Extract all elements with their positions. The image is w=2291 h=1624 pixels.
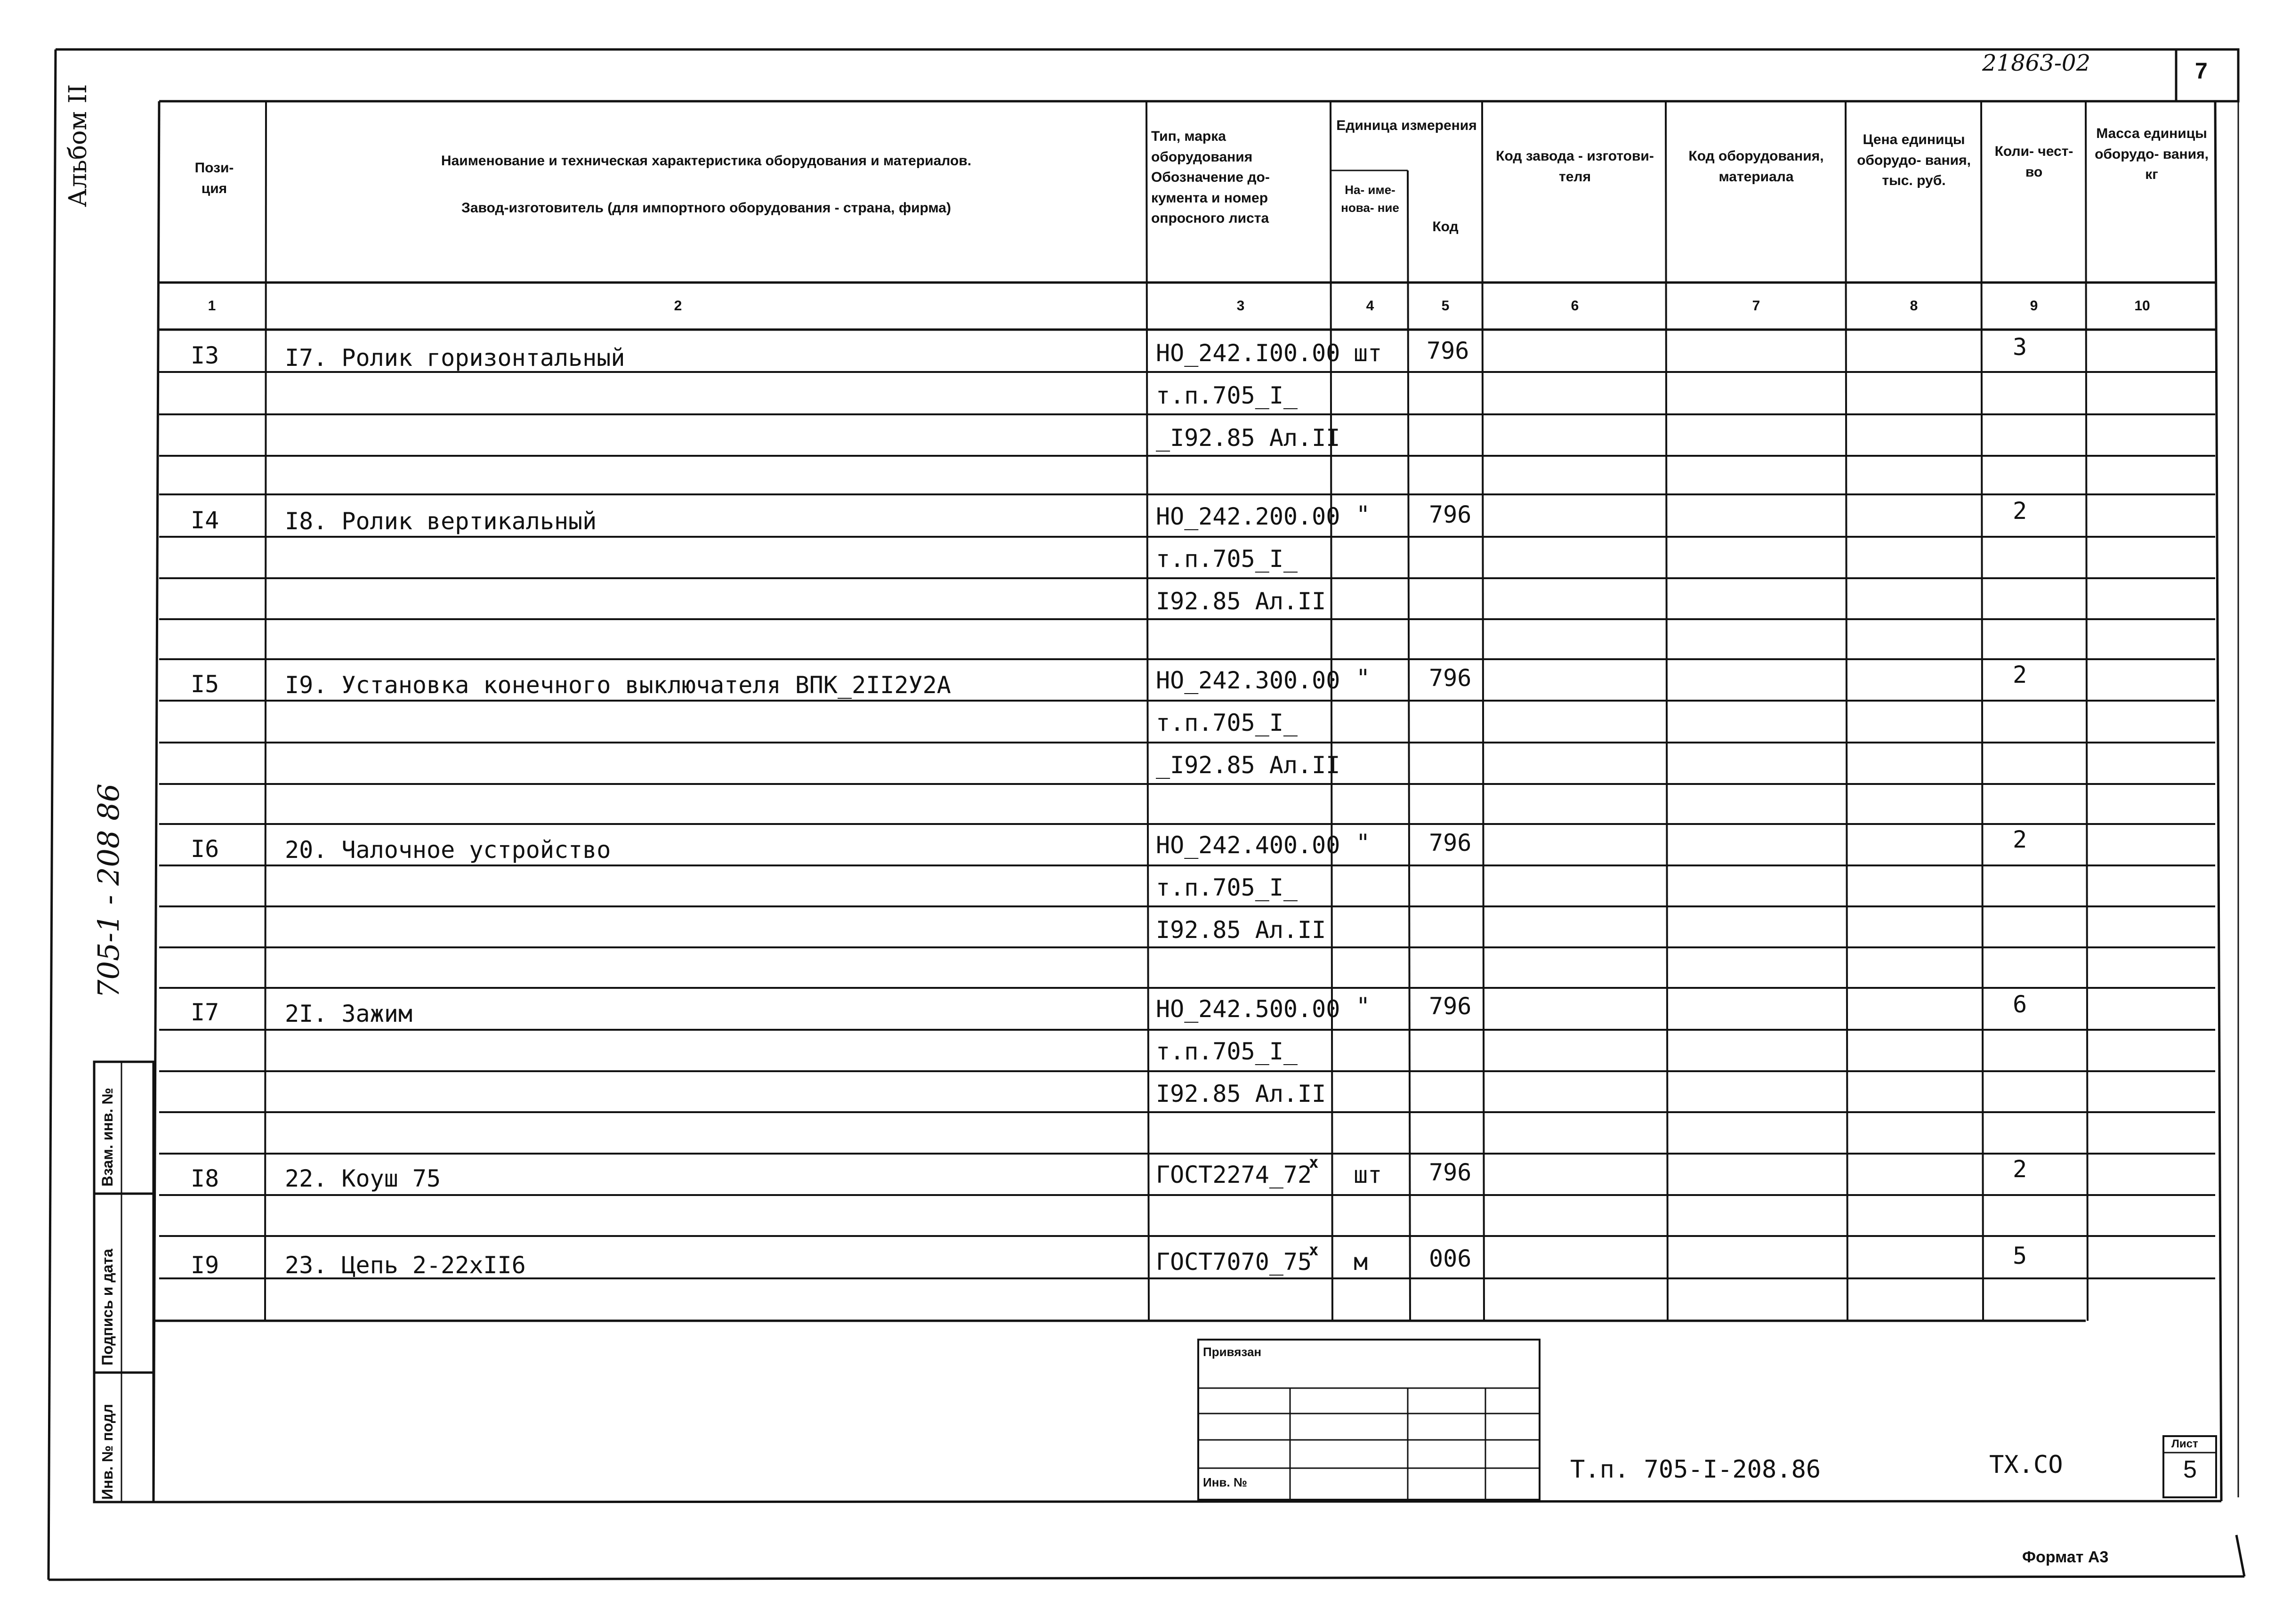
row-unit-name: " bbox=[1356, 993, 1371, 1020]
column-number: 1 bbox=[208, 298, 216, 314]
row-unit-name: шт bbox=[1354, 1161, 1382, 1188]
column-number: 7 bbox=[1752, 298, 1760, 314]
column-number: 4 bbox=[1366, 298, 1374, 314]
row-unit-name: м bbox=[1354, 1248, 1368, 1276]
field-inv-original: Инв. № подл bbox=[99, 1404, 116, 1500]
header-unit-name: На- име- нова- ние bbox=[1341, 183, 1399, 215]
row-doc-line1: т.п.705_I_ bbox=[1156, 874, 1298, 901]
stamp-inv-label: Инв. № bbox=[1203, 1475, 1247, 1489]
row-doc-line1: т.п.705_I_ bbox=[1156, 545, 1298, 573]
row-doc-line2: I92.85 Ал.II bbox=[1156, 588, 1326, 615]
album-label: Альбом II bbox=[64, 84, 92, 207]
row-quantity: 6 bbox=[2013, 991, 2027, 1018]
row-position: I7 bbox=[191, 999, 219, 1026]
row-doc-line1: т.п.705_I_ bbox=[1156, 1038, 1298, 1065]
row-position: I4 bbox=[191, 507, 219, 534]
corner-page-number: 7 bbox=[2195, 59, 2208, 84]
row-quantity: 2 bbox=[2013, 497, 2027, 525]
row-item-name: I7. Ролик горизонтальный bbox=[285, 344, 625, 372]
header-name-line1: Наименование и техническая характеристика оборудования и материалов. bbox=[441, 153, 972, 169]
row-position: I5 bbox=[191, 671, 219, 698]
row-type-superscript: х bbox=[1309, 1153, 1319, 1172]
header-equipment-code: Код оборудования, материала bbox=[1688, 148, 1824, 185]
row-position: I6 bbox=[191, 835, 219, 863]
row-item-name: I8. Ролик вертикальный bbox=[285, 508, 597, 535]
stamp-designation: Т.п. 705-I-208.86 bbox=[1570, 1455, 1821, 1484]
row-type-superscript: х bbox=[1309, 1241, 1319, 1260]
row-item-name: 2I. Зажим bbox=[285, 1000, 412, 1027]
row-doc-line2: _I92.85 Ал.II bbox=[1156, 424, 1340, 452]
row-type-mark: НО_242.I00.00 bbox=[1156, 339, 1340, 367]
stamp-code: ТХ.СО bbox=[1989, 1451, 2063, 1479]
stamp-sheet-number: 5 bbox=[2183, 1456, 2197, 1483]
row-type-mark: НО_242.400.00 bbox=[1156, 832, 1340, 859]
row-unit-code: 796 bbox=[1427, 337, 1469, 364]
row-doc-line2: _I92.85 Ал.II bbox=[1156, 751, 1340, 779]
stamp-sheet-label: Лист bbox=[2171, 1438, 2198, 1450]
column-number: 6 bbox=[1571, 298, 1579, 314]
row-unit-code: 796 bbox=[1429, 664, 1472, 692]
header-unit-code: Код bbox=[1432, 219, 1459, 234]
row-quantity: 2 bbox=[2013, 826, 2027, 853]
header-unit-group: Единица измерения bbox=[1336, 118, 1477, 133]
header-type: Тип, марка оборудования Обозначение до- кумента и номер опросного листа bbox=[1151, 129, 1270, 226]
row-unit-name: " bbox=[1356, 829, 1371, 856]
row-unit-code: 796 bbox=[1429, 993, 1472, 1020]
row-doc-line1: т.п.705_I_ bbox=[1156, 709, 1298, 736]
row-unit-code: 796 bbox=[1429, 501, 1472, 528]
row-type-mark: ГОСТ7070_75 bbox=[1156, 1248, 1312, 1276]
row-doc-line2: I92.85 Ал.II bbox=[1156, 916, 1326, 944]
stamp-bound-label: Привязан bbox=[1203, 1345, 1262, 1359]
row-unit-name: " bbox=[1356, 501, 1371, 528]
header-name-line2: Завод-изготовитель (для импортного оборудования - страна, фирма) bbox=[461, 200, 951, 216]
paper-format: Формат А3 bbox=[2022, 1548, 2109, 1566]
row-position: I3 bbox=[191, 342, 219, 369]
row-position: I8 bbox=[191, 1165, 219, 1192]
row-item-name: 22. Коуш 75 bbox=[285, 1165, 441, 1192]
row-item-name: 20. Чалочное устройство bbox=[285, 836, 611, 864]
header-unit-price: Цена единицы оборудо- вания, тыс. руб. bbox=[1857, 132, 1971, 188]
column-number: 2 bbox=[674, 298, 682, 314]
row-type-mark: ГОСТ2274_72 bbox=[1156, 1161, 1312, 1188]
row-unit-code: 796 bbox=[1429, 1159, 1472, 1186]
field-replaced-inv: Взам. инв. № bbox=[99, 1088, 116, 1187]
header-position: Пози- ция bbox=[194, 160, 234, 196]
row-quantity: 2 bbox=[2013, 661, 2027, 688]
row-unit-code: 796 bbox=[1429, 829, 1472, 856]
column-number: 10 bbox=[2134, 298, 2150, 314]
field-signature-date: Подпись и дата bbox=[99, 1249, 116, 1365]
row-doc-line1: т.п.705_I_ bbox=[1156, 382, 1298, 409]
row-quantity: 5 bbox=[2013, 1242, 2027, 1269]
row-unit-code: 006 bbox=[1429, 1245, 1472, 1272]
row-quantity: 2 bbox=[2013, 1155, 2027, 1183]
row-doc-line2: I92.85 Ал.II bbox=[1156, 1080, 1326, 1107]
column-number: 8 bbox=[1910, 298, 1918, 314]
row-quantity: 3 bbox=[2013, 333, 2027, 361]
column-number: 9 bbox=[2030, 298, 2038, 314]
header-unit-mass: Масса единицы оборудо- вания, кг bbox=[2095, 126, 2209, 182]
row-item-name: 23. Цепь 2-22хII6 bbox=[285, 1252, 526, 1279]
row-type-mark: НО_242.500.00 bbox=[1156, 995, 1340, 1023]
row-item-name: I9. Установка конечного выключателя ВПК_2II2У2А bbox=[285, 671, 951, 699]
row-unit-name: шт bbox=[1354, 339, 1382, 367]
header-plant-code: Код завода - изготови- теля bbox=[1496, 148, 1654, 185]
header-quantity: Коли- чест- во bbox=[1994, 144, 2073, 180]
row-position: I9 bbox=[191, 1252, 219, 1279]
column-number: 5 bbox=[1441, 298, 1450, 314]
row-type-mark: НО_242.300.00 bbox=[1156, 667, 1340, 694]
column-number: 3 bbox=[1236, 298, 1245, 314]
row-type-mark: НО_242.200.00 bbox=[1156, 503, 1340, 530]
document-number: 21863-02 bbox=[1982, 50, 2090, 76]
row-unit-name: " bbox=[1356, 664, 1371, 692]
side-project-number: 705-1 - 208 86 bbox=[91, 783, 126, 998]
